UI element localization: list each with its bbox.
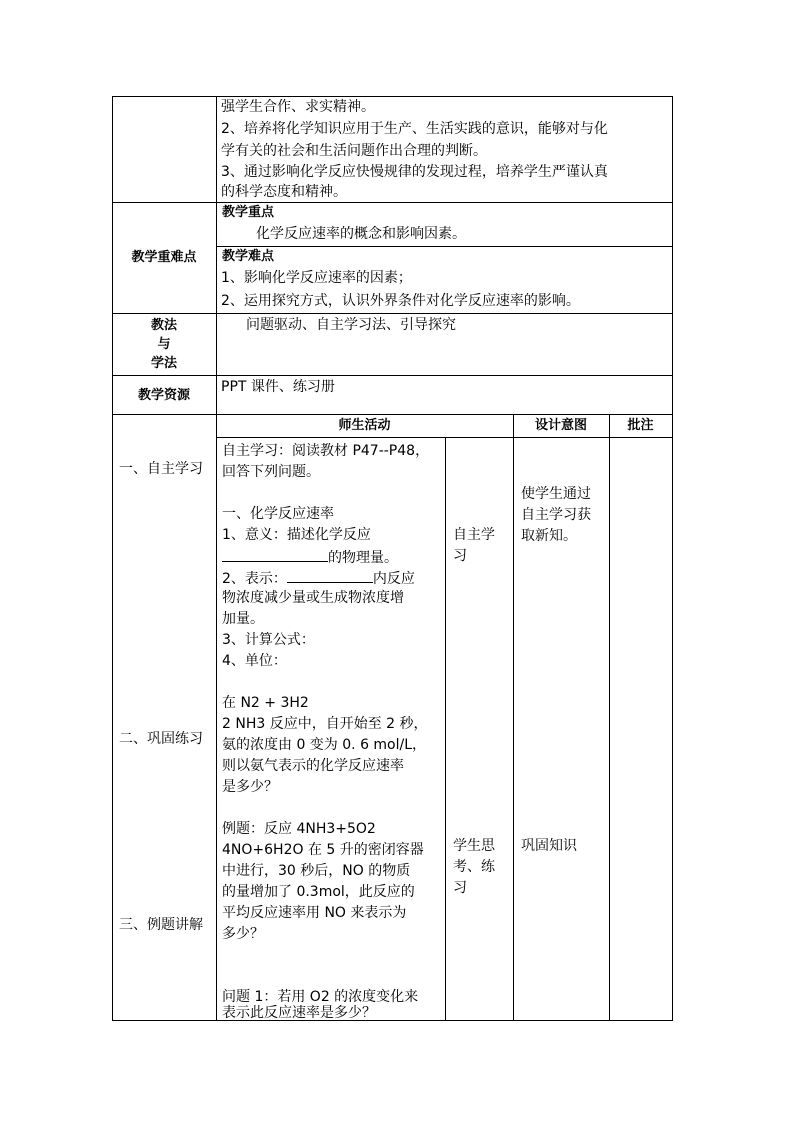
- row-divider-header: [216, 437, 672, 438]
- student-activity-text: 自主学: [453, 527, 495, 543]
- difficult-point-title: 教学难点: [222, 249, 275, 264]
- objective-line: 强学生合作、求实精神。: [221, 99, 375, 115]
- note-column-divider: [609, 414, 610, 1021]
- design-intent-text: 巩固知识: [521, 838, 577, 854]
- table-bottom-border: [112, 1020, 672, 1021]
- activity-line: 是多少？: [222, 779, 278, 795]
- design-intent-text: 自主学习获: [521, 507, 591, 523]
- row-divider-methods: [112, 375, 672, 376]
- activity-fragment: 2、表示：: [222, 571, 287, 587]
- intent-column-header: 设计意图: [534, 418, 587, 433]
- methods-label: 学法: [150, 356, 177, 371]
- activity-line: 加量。: [222, 611, 264, 627]
- resources-label: 教学资源: [137, 388, 190, 403]
- row-divider-objectives: [112, 202, 672, 203]
- difficult-point-line: 2、运用探究方式，认识外界条件对化学反应速率的影响。: [221, 293, 580, 309]
- methods-label: 与: [157, 337, 171, 352]
- methods-text: 问题驱动、自主学习法、引导探究: [246, 317, 456, 333]
- design-intent-text: 取新知。: [521, 528, 577, 544]
- stage-label: 三、例题讲解: [119, 917, 203, 933]
- activity-line: 一、化学反应速率: [222, 506, 334, 522]
- design-intent-text: 使学生通过: [521, 486, 591, 502]
- activity-line: 2 NH3 反应中，自开始至 2 秒，: [222, 716, 428, 732]
- activity-line: 氨的浓度由 0 变为 0. 6 mol/L，: [222, 737, 427, 753]
- key-difficult-label: 教学重难点: [131, 250, 197, 265]
- objective-line: 的科学态度和精神。: [221, 184, 347, 200]
- activity-line: 回答下列问题。: [222, 464, 320, 480]
- activity-line: 的量增加了 0.3mol，此反应的: [222, 884, 415, 900]
- activity-line: 则以氨气表示的化学反应速率: [222, 758, 404, 774]
- fill-blank: [222, 546, 328, 562]
- objective-line: 学有关的社会和生活问题作出合理的判断。: [221, 143, 487, 159]
- activity-line: 中进行，30 秒后，NO 的物质: [222, 863, 411, 879]
- stage-label: 一、自主学习: [119, 461, 203, 477]
- activity-line: 例题：反应 4NH3+5O2: [222, 821, 376, 837]
- activity-column-header: 师生活动: [338, 418, 391, 433]
- activity-line: 在 N2 + 3H2: [222, 695, 309, 711]
- methods-label: 教法: [150, 318, 177, 333]
- activity-line: 4NO+6H2O 在 5 升的密闭容器: [222, 842, 424, 858]
- activity-line: 表示此反应速率是多少？: [222, 1005, 376, 1021]
- student-activity-text: 考、练: [453, 859, 495, 875]
- objective-line: 3、通过影响化学反应快慢规律的发现过程，培养学生严谨认真: [221, 164, 608, 180]
- student-activity-text: 习: [453, 880, 467, 896]
- activity-fragment: 内反应: [372, 571, 415, 587]
- activity-line: 自主学习：阅读教材 P47--P48，: [222, 443, 430, 459]
- activity-fragment: 的物理量。: [328, 550, 398, 566]
- activity-line: 物浓度减少量或生成物浓度增: [222, 590, 404, 606]
- activity-inner-divider: [445, 437, 446, 1021]
- activity-line: 1、意义：描述化学反应: [222, 527, 371, 543]
- objective-line: 2、培养将化学知识应用于生产、生活实践的意识，能够对与化: [221, 121, 608, 137]
- activity-line: 平均反应速率用 NO 来表示为: [222, 905, 407, 921]
- activity-line: [222, 546, 398, 569]
- stage-label: 二、巩固练习: [119, 731, 203, 747]
- row-divider-keypoints: [112, 313, 672, 314]
- table-left-border: [112, 96, 113, 1021]
- activity-line: 3、计算公式：: [222, 632, 315, 648]
- activity-line: 多少？: [222, 926, 264, 942]
- activity-line: 问题 1：若用 O2 的浓度变化来: [222, 989, 419, 1005]
- table-right-border: [672, 96, 673, 1021]
- row-divider-key-difficult: [216, 246, 672, 247]
- key-point-title: 教学重点: [222, 205, 275, 220]
- activity-line: [222, 567, 415, 590]
- table-top-border: [112, 96, 672, 97]
- key-point-text: 化学反应速率的概念和影响因素。: [256, 226, 466, 242]
- student-activity-text: 习: [453, 548, 467, 564]
- note-column-header: 批注: [627, 418, 654, 433]
- resources-text: PPT 课件、练习册: [221, 379, 335, 395]
- difficult-point-line: 1、影响化学反应速率的因素；: [221, 270, 412, 286]
- activity-line: 4、单位：: [222, 653, 287, 669]
- label-column-divider: [216, 96, 217, 1021]
- fill-blank: [287, 567, 373, 583]
- intent-column-divider: [513, 414, 514, 1021]
- student-activity-text: 学生思: [453, 838, 495, 854]
